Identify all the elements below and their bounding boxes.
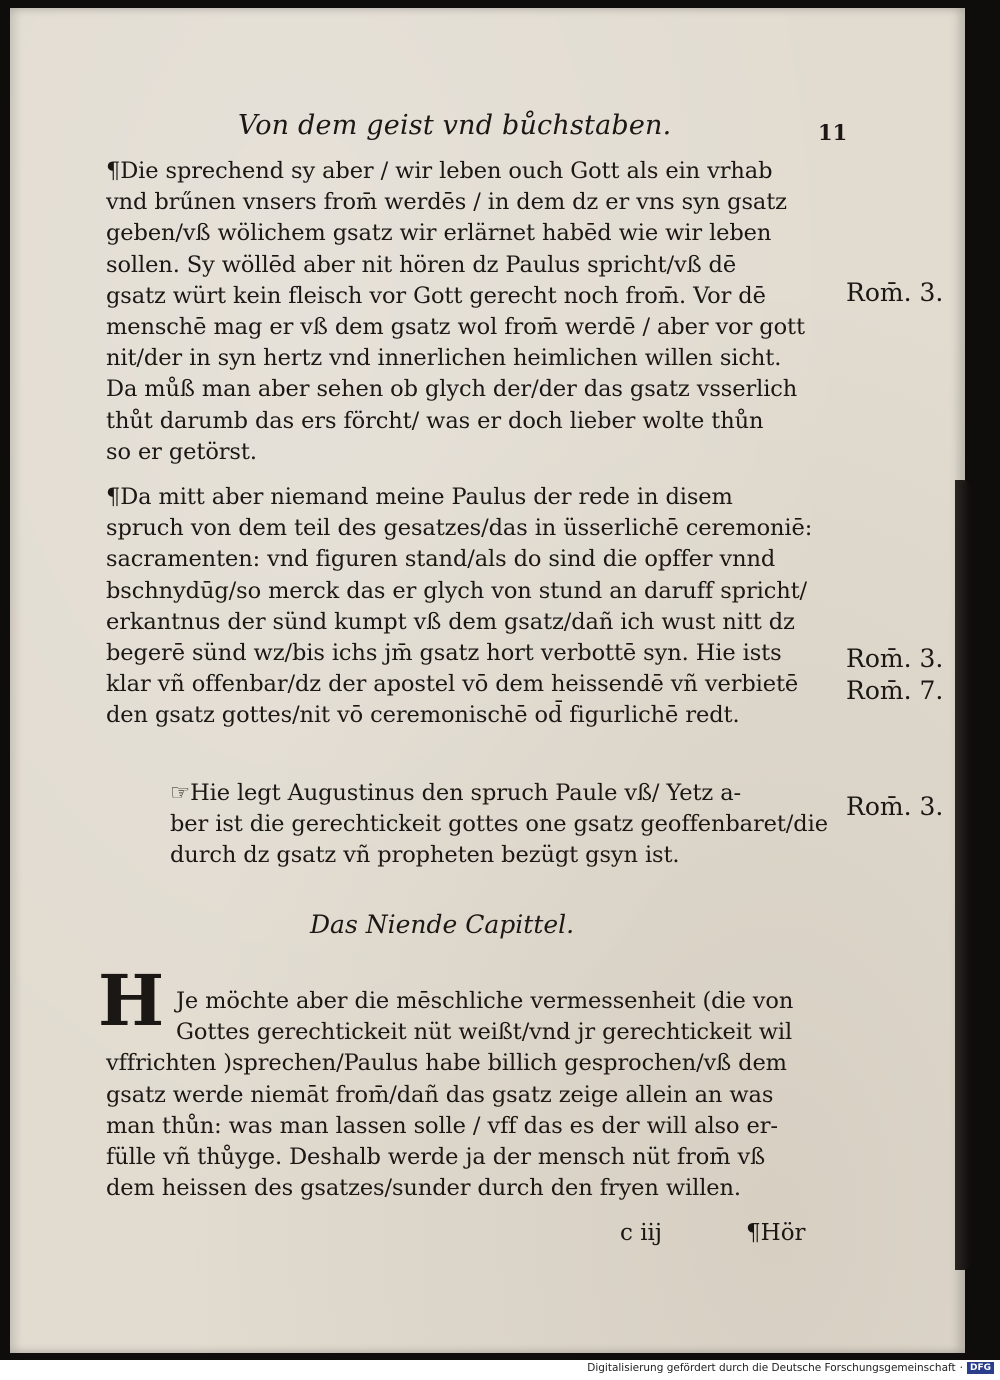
paragraph-3 <box>170 778 840 872</box>
text-line: den gsatz gottes/nit vō ceremonischē od̄ figurlichē redt. <box>106 702 740 729</box>
margin-note: Rom̄. 3. <box>846 278 944 307</box>
digitization-credit <box>587 1362 994 1374</box>
text-line: ¶Die sprechend sy aber / wir leben ouch Gott als ein vrhab <box>106 158 773 184</box>
text-line: sacramenten: vnd figuren stand/als do sind die opffer vnnd <box>106 546 776 573</box>
text-line: bschnydūg/so merck das er glych von stund an daruff spricht/ <box>106 577 808 604</box>
catchword: ¶Hör <box>746 1220 806 1246</box>
margin-note: Rom̄. 7. <box>846 676 944 705</box>
text-line: menschē mag er vß dem gsatz wol from̄ werdē / aber vor gott <box>106 314 805 341</box>
text-line: fülle vñ thůyge. Deshalb werde ja der mensch nüt from̄ vß <box>106 1144 766 1171</box>
text-line: spruch von dem teil des gesatzes/das in üsserlichē ceremoniē: <box>106 515 813 542</box>
running-header: Von dem geist vnd bůchstaben. <box>238 110 672 141</box>
text-line: sollen. Sy wöllēd aber nit hören dz Paulus spricht/vß dē <box>106 251 737 278</box>
page-number: 11 <box>818 120 848 145</box>
text-line: gsatz werde niemāt from̄/dañ das gsatz zeige allein an was <box>106 1081 774 1108</box>
text-line: dem heissen des gsatzes/sunder durch den fryen willen. <box>106 1175 741 1202</box>
text-line: man thůn: was man lassen solle / vff das es der will also er- <box>106 1112 778 1139</box>
credit-text: Digitalisierung gefördert durch die Deutsche Forschungsgemeinschaft <box>587 1362 956 1374</box>
text-line: ber ist die gerechtickeit gottes one gsatz geoffenbaret/die <box>170 811 828 838</box>
text-line: klar vñ offenbar/dz der apostel vō dem heissendē vñ verbietē <box>106 671 799 698</box>
text-line: ¶Da mitt aber niemand meine Paulus der rede in disem <box>106 484 733 510</box>
margin-note: Rom̄. 3. <box>846 644 944 673</box>
text-line: vnd brűnen vnsers from̄ werdēs / in dem dz er vns syn gsatz <box>106 189 787 216</box>
signature-mark: c iij <box>620 1220 663 1246</box>
text-line: durch dz gsatz vñ propheten bezügt gsyn ist. <box>170 842 680 869</box>
text-line: thůt darumb das ers förcht/ was er doch lieber wolte thůn <box>106 407 764 434</box>
text-line: begerē sünd wz/bis ichs jm̄ gsatz hort verbottē syn. Hie ists <box>106 640 782 667</box>
text-line: gsatz würt kein fleisch vor Gott gerecht noch from̄. Vor dē <box>106 282 766 309</box>
paragraph-1 <box>106 156 846 468</box>
book-page <box>10 8 965 1353</box>
drop-initial: H <box>98 959 165 1042</box>
text-line: ☞Hie legt Augustinus den spruch Paule vß/ Yetz a- <box>170 780 742 806</box>
paragraph-4 <box>106 986 846 1204</box>
text-line: Da můß man aber sehen ob glych der/der das gsatz vsserlich <box>106 376 798 403</box>
text-line: geben/vß wölichem gsatz wir erlärnet habēd wie wir leben <box>106 220 772 247</box>
text-line: nit/der in syn hertz vnd innerlichen heimlichen willen sicht. <box>106 345 782 372</box>
text-line: erkantnus der sünd kumpt vß dem gsatz/dañ ich wust nitt dz <box>106 608 795 635</box>
text-line: Je möchte aber die mēschliche vermessenheit (die von <box>176 988 794 1014</box>
margin-note: Rom̄. 3. <box>846 792 944 821</box>
paragraph-2 <box>106 482 846 732</box>
page-edge-shadow <box>955 480 971 1270</box>
text-line: vffrichten )sprechen/Paulus habe billich gesprochen/vß dem <box>106 1050 787 1077</box>
dfg-logo: DFG <box>967 1362 994 1374</box>
chapter-title: Das Niende Capittel. <box>310 910 575 939</box>
text-line: so er getörst. <box>106 438 257 465</box>
separator-dot: · <box>959 1362 963 1374</box>
text-line: Gottes gerechtickeit nüt weißt/vnd jr gerechtickeit wil <box>176 1019 793 1046</box>
